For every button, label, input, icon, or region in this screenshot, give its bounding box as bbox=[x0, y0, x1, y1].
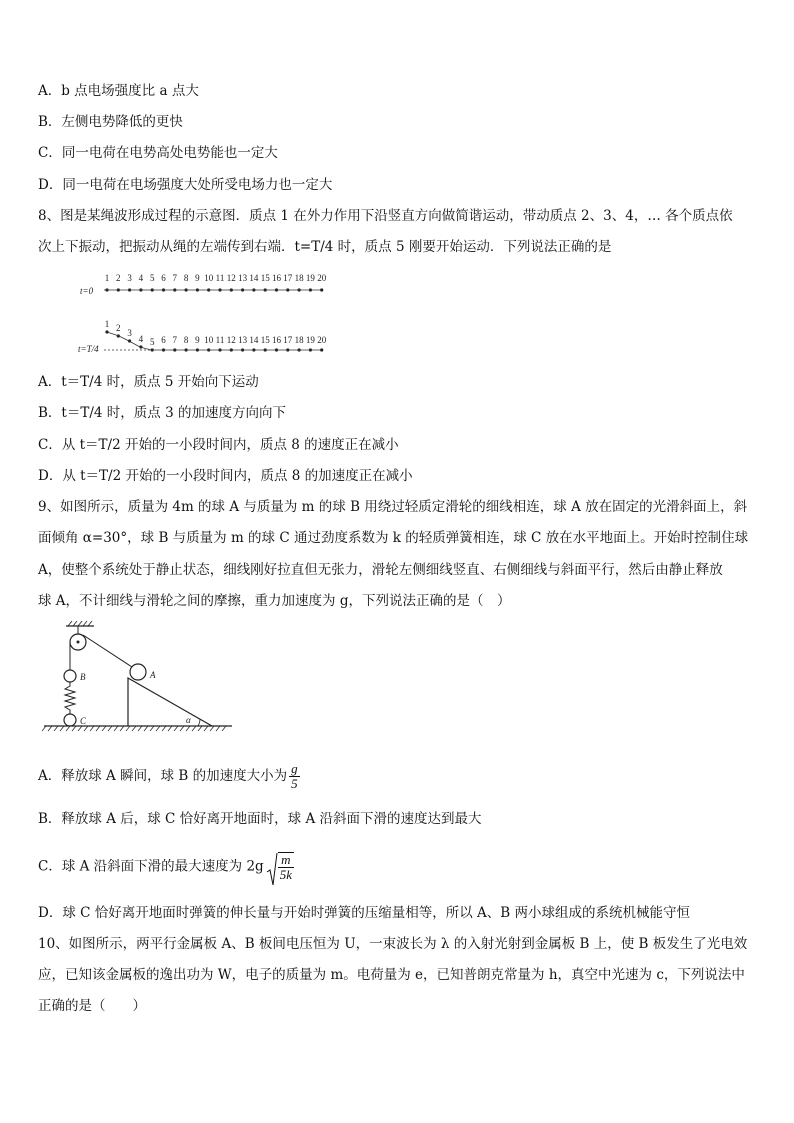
label-alpha: α bbox=[186, 715, 191, 725]
row1-number-20: 20 bbox=[317, 273, 327, 283]
row2-number-20: 20 bbox=[317, 335, 327, 345]
q9-stem-line2: 面倾角 α=30°，球 B 与质量为 m 的球 C 通过劲度系数为 k 的轻质弹簧相连，球 C 放在水平地面上。开始时控制住球 bbox=[38, 530, 749, 546]
row1-number-10: 10 bbox=[204, 273, 214, 283]
row1-number-14: 14 bbox=[249, 273, 259, 283]
row2-number-17: 17 bbox=[283, 335, 293, 345]
ball-b-icon bbox=[64, 670, 76, 682]
row2-label: t=T/4 bbox=[78, 344, 99, 354]
row-t0 bbox=[105, 273, 327, 292]
row2-number-4: 4 bbox=[138, 334, 144, 344]
row1-label: t=0 bbox=[80, 286, 94, 296]
row1-number-17: 17 bbox=[283, 273, 293, 283]
q9-stem-line1: 9、如图所示，质量为 4m 的球 A 与质量为 m 的球 B 用绕过轻质定滑轮的细线相连，球 A 放在固定的光滑斜面上，斜 bbox=[38, 499, 748, 515]
q9-option-c-text: C．球 A 沿斜面下滑的最大速度为 2g bbox=[38, 858, 264, 875]
row1-number-13: 13 bbox=[238, 273, 248, 283]
row2-number-3: 3 bbox=[127, 328, 132, 338]
label-b: B bbox=[80, 672, 86, 682]
row2-number-9: 9 bbox=[195, 335, 200, 345]
frac-den: 5 bbox=[291, 776, 298, 791]
row2-number-10: 10 bbox=[204, 335, 214, 345]
q7-option-a: A．b 点电场强度比 a 点大 bbox=[38, 83, 199, 99]
row1-number-8: 8 bbox=[183, 273, 189, 283]
fraction-g-over-5 bbox=[289, 762, 300, 791]
q7-option-c: C．同一电荷在电势高处电势能也一定大 bbox=[38, 145, 278, 161]
row2-number-5: 5 bbox=[149, 337, 155, 347]
label-c: C bbox=[80, 716, 87, 726]
row1-number-7: 7 bbox=[172, 273, 178, 283]
label-a: A bbox=[150, 670, 156, 680]
row2-number-14: 14 bbox=[249, 335, 259, 345]
row1-number-4: 4 bbox=[138, 273, 144, 283]
q10-stem-line2: 应，已知该金属板的逸出功为 W，电子的质量为 m。电荷量为 e，已知普朗克常量为 h，真空中光速为 c，下列说法中 bbox=[38, 967, 745, 983]
row1-number-19: 19 bbox=[305, 273, 315, 283]
q10-stem-line3: 正确的是（ ） bbox=[38, 998, 146, 1014]
row2-number-13: 13 bbox=[238, 335, 248, 345]
ball-a-icon bbox=[130, 664, 146, 680]
row1-number-11: 11 bbox=[215, 273, 225, 283]
row1-number-3: 3 bbox=[127, 273, 132, 283]
sqrt-expression bbox=[266, 852, 294, 882]
row1-number-16: 16 bbox=[272, 273, 281, 283]
row2-number-7: 7 bbox=[172, 335, 178, 345]
row-t-quarter bbox=[105, 319, 327, 352]
q10-stem-line1: 10、如图所示，两平行金属板 A、B 板间电压恒为 U，一束波长为 λ 的入射光射到金属板 B 上，使 B 板发生了光电效 bbox=[38, 936, 748, 952]
q8-option-b: B．t＝T/4 时，质点 3 的加速度方向向下 bbox=[38, 405, 286, 421]
q9-option-a bbox=[38, 762, 300, 791]
row2-number-1: 1 bbox=[104, 319, 110, 329]
row2-number-8: 8 bbox=[183, 335, 189, 345]
q9-option-a-text: A．释放球 A 瞬间，球 B 的加速度大小为 bbox=[38, 768, 288, 784]
row1-number-18: 18 bbox=[294, 273, 304, 283]
q7-option-d: D．同一电荷在电场强度大处所受电场力也一定大 bbox=[38, 177, 333, 193]
q8-stem-line2: 次上下振动，把振动从绳的左端传到右端．t=T/4 时，质点 5 刚要开始运动．下列说法正确的是 bbox=[38, 239, 612, 255]
ball-c-icon bbox=[64, 714, 76, 726]
q9-pulley-incline-diagram bbox=[40, 620, 236, 738]
q8-option-a: A．t＝T/4 时，质点 5 开始向下运动 bbox=[38, 374, 259, 390]
row1-number-15: 15 bbox=[260, 273, 270, 283]
row1-number-12: 12 bbox=[226, 273, 236, 283]
q8-wave-diagram bbox=[76, 268, 336, 360]
row2-number-19: 19 bbox=[305, 335, 315, 345]
sqrt-num: m bbox=[278, 853, 294, 868]
q8-option-d: D．从 t＝T/2 开始的一小段时间内，质点 8 的加速度正在减小 bbox=[38, 468, 413, 484]
q8-option-c: C．从 t＝T/2 开始的一小段时间内，质点 8 的速度正在减小 bbox=[38, 437, 399, 453]
q7-option-b: B．左侧电势降低的更快 bbox=[38, 114, 183, 130]
row2-number-2: 2 bbox=[116, 323, 121, 333]
row1-number-5: 5 bbox=[149, 273, 155, 283]
row2-number-11: 11 bbox=[215, 335, 225, 345]
row1-number-2: 2 bbox=[116, 273, 121, 283]
q9-option-c bbox=[38, 852, 294, 882]
frac-num: g bbox=[291, 761, 298, 776]
q9-option-b: B．释放球 A 后，球 C 恰好离开地面时，球 A 沿斜面下滑的速度达到最大 bbox=[38, 811, 482, 827]
row1-number-6: 6 bbox=[161, 273, 166, 283]
row2-number-18: 18 bbox=[294, 335, 304, 345]
row2-number-15: 15 bbox=[260, 335, 270, 345]
row2-number-6: 6 bbox=[161, 335, 166, 345]
row1-number-9: 9 bbox=[195, 273, 200, 283]
q9-option-d: D．球 C 恰好离开地面时弹簧的伸长量与开始时弹簧的压缩量相等，所以 A、B 两小球组成的系统机械能守恒 bbox=[38, 905, 690, 921]
row2-number-12: 12 bbox=[226, 335, 236, 345]
q9-stem-line3: A，使整个系统处于静止状态，细线刚好拉直但无张力，滑轮左侧细线竖直、右侧细线与斜面平行，然后由静止释放 bbox=[38, 562, 723, 578]
row2-number-16: 16 bbox=[272, 335, 281, 345]
q8-stem-line1: 8、图是某绳波形成过程的示意图．质点 1 在外力作用下沿竖直方向做简谐运动，带动质点 2、3、4，… 各个质点依 bbox=[38, 208, 733, 224]
row1-number-1: 1 bbox=[104, 273, 110, 283]
sqrt-den: 5k bbox=[279, 867, 292, 882]
q9-stem-line4: 球 A，不计细线与滑轮之间的摩擦，重力加速度为 g，下列说法正确的是（ ） bbox=[38, 593, 511, 609]
